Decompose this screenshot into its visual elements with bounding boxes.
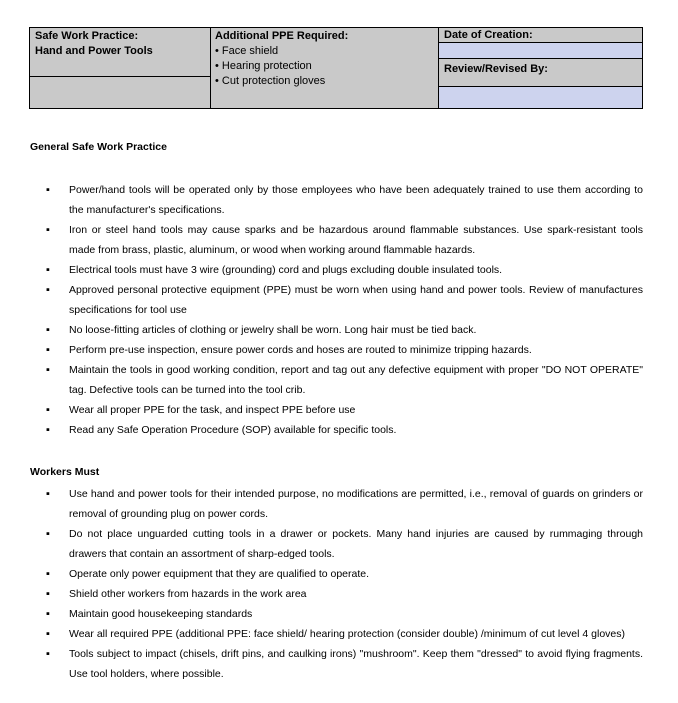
list-item [0, 180, 678, 220]
list-item-text: Operate only power equipment that they are qualified to operate. [69, 568, 370, 580]
ppe-item: • Cut protection gloves [215, 75, 326, 87]
list-item-text: Maintain good housekeeping standards [69, 608, 253, 620]
practice-empty-cell [30, 76, 210, 108]
list-item [0, 624, 678, 644]
list-item-text: Use hand and power tools for their intended purpose, no modifications are permitted, i.e., removal of guards on grinders or removal of grounding plug on power cords. [69, 488, 643, 520]
bullet-icon: ▪ [46, 648, 50, 660]
practice-title-cell [30, 28, 210, 76]
workers-section-title: Workers Must [30, 466, 100, 478]
workers-list [0, 484, 678, 684]
bullet-icon: ▪ [46, 608, 50, 620]
header-table [29, 27, 643, 109]
list-item [0, 604, 678, 624]
bullet-icon: ▪ [46, 224, 50, 236]
list-item-text: Do not place unguarded cutting tools in a drawer or pockets. Many hand injuries are caused by rummaging through drawers that contain an assortment of sharp-edged tools. [69, 528, 643, 560]
list-item [0, 420, 678, 440]
list-item [0, 484, 678, 524]
list-item-text: Tools subject to impact (chisels, drift pins, and caulking irons) "mushroom". Keep them "dressed" to avoid flying fragments. Use tool holders, where possible. [69, 648, 643, 680]
bullet-icon: ▪ [46, 284, 50, 296]
review-label: Review/Revised By: [438, 58, 642, 86]
list-item-text: Perform pre-use inspection, ensure power cords and hoses are routed to minimize tripping hazards. [69, 344, 532, 356]
bullet-icon: ▪ [46, 184, 50, 196]
bullet-icon: ▪ [46, 404, 50, 416]
list-item-text: Wear all required PPE (additional PPE: face shield/ hearing protection (consider double) /minimum of cut level 4 gloves) [69, 628, 626, 640]
bullet-icon: ▪ [46, 324, 50, 336]
list-item-text: No loose-fitting articles of clothing or jewelry shall be worn. Long hair must be tied back. [69, 324, 477, 336]
general-section-title: General Safe Work Practice [30, 141, 167, 153]
bullet-icon: ▪ [46, 488, 50, 500]
list-item [0, 584, 678, 604]
list-item-text: Iron or steel hand tools may cause sparks and be hazardous around flammable substances. Use spark-resistant tools made from brass, plastic, aluminum, or wood when working around flammable hazards. [69, 224, 643, 256]
bullet-icon: ▪ [46, 628, 50, 640]
date-value-field[interactable] [438, 42, 642, 58]
bullet-icon: ▪ [46, 568, 50, 580]
bullet-icon: ▪ [46, 424, 50, 436]
list-item-text: Power/hand tools will be operated only by those employees who have been adequately trained to use them according to the manufacturer's specifications. [69, 184, 643, 216]
practice-name: Hand and Power Tools [35, 45, 153, 57]
bullet-icon: ▪ [46, 344, 50, 356]
list-item-text: Wear all proper PPE for the task, and inspect PPE before use [69, 404, 356, 416]
ppe-item: • Face shield [215, 45, 279, 57]
list-item [0, 524, 678, 564]
list-item [0, 360, 678, 400]
date-label: Date of Creation: [438, 28, 642, 42]
list-item [0, 400, 678, 420]
review-value-field[interactable] [438, 86, 642, 108]
list-item-text: Shield other workers from hazards in the work area [69, 588, 307, 600]
bullet-icon: ▪ [46, 588, 50, 600]
ppe-title: Additional PPE Required: [215, 30, 349, 42]
list-item [0, 320, 678, 340]
ppe-item: • Hearing protection [215, 60, 312, 72]
list-item [0, 644, 678, 684]
bullet-icon: ▪ [46, 264, 50, 276]
list-item [0, 260, 678, 280]
list-item-text: Approved personal protective equipment (PPE) must be worn when using hand and power tools. Review of manufactures specifications for tool use [69, 284, 643, 316]
bullet-icon: ▪ [46, 528, 50, 540]
list-item [0, 564, 678, 584]
list-item-text: Electrical tools must have 3 wire (grounding) cord and plugs excluding double insulated tools. [69, 264, 503, 276]
list-item-text: Maintain the tools in good working condition, report and tag out any defective equipment with proper "DO NOT OPERATE" tag. Defective tools can be turned into the tool crib. [69, 364, 643, 396]
list-item [0, 220, 678, 260]
list-item [0, 340, 678, 360]
practice-label: Safe Work Practice: [35, 30, 139, 42]
list-item-text: Read any Safe Operation Procedure (SOP) available for specific tools. [69, 424, 397, 436]
list-item [0, 280, 678, 320]
ppe-cell [210, 28, 438, 108]
bullet-icon: ▪ [46, 364, 50, 376]
general-list [0, 180, 678, 440]
